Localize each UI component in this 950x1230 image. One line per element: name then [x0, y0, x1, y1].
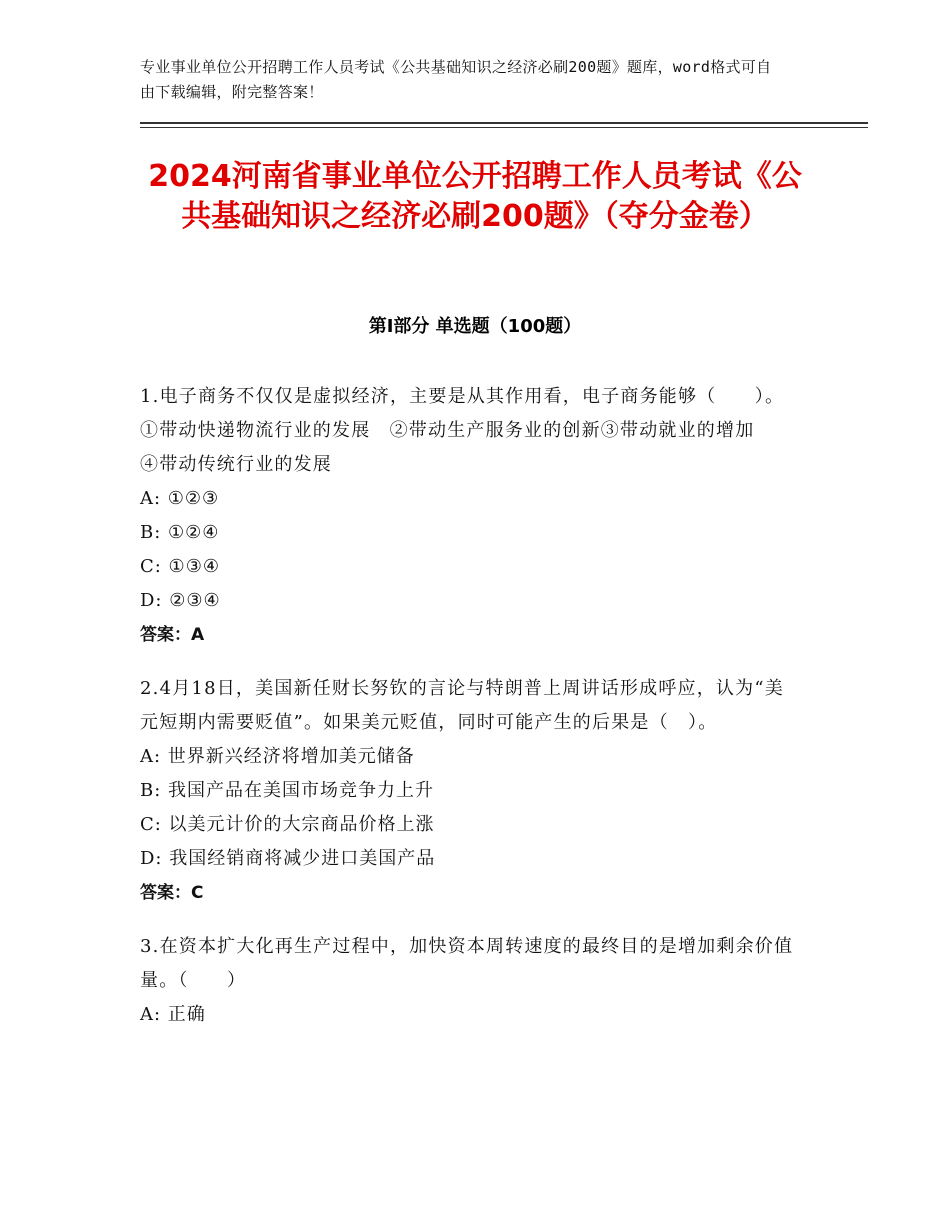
- option-a: A: ①②③: [140, 488, 220, 509]
- option-c: C: ①③④: [140, 556, 220, 577]
- option-b: B: ①②④: [140, 522, 220, 543]
- document-title: 2024河南省事业单位公开招聘工作人员考试《公共基础知识之经济必刷200题》（夺分金卷）: [148, 159, 802, 234]
- answer-line: 答案：C: [140, 883, 204, 903]
- header-note: 专业事业单位公开招聘工作人员考试《公共基础知识之经济必刷200题》题库，word格式可自由下载编辑，附完整答案！: [140, 58, 772, 101]
- question-list: [140, 380, 832, 1052]
- question-stem: 1.电子商务不仅仅是虚拟经济，主要是从其作用看，电子商务能够（ ）。①带动快递物流行业的发展 ②带动生产服务业的创新③带动就业的增加 ④带动传统行业的发展: [140, 386, 832, 475]
- header-divider-thick: [140, 122, 868, 124]
- question-1: [140, 380, 832, 652]
- question-2: [140, 672, 800, 910]
- option-d: D: ②③④: [140, 590, 221, 611]
- option-b: B: 我国产品在美国市场竞争力上升: [140, 780, 435, 801]
- question-stem: 2.4月18日，美国新任财长努钦的言论与特朗普上周讲话形成呼应，认为“美元短期内需要贬值”。如果美元贬值，同时可能产生的后果是（ ）。: [140, 678, 784, 733]
- header-divider-thin: [140, 127, 868, 128]
- option-d: D: 我国经销商将减少进口美国产品: [140, 848, 436, 869]
- question-3: [140, 930, 800, 1032]
- option-a: A: 正确: [140, 1004, 206, 1025]
- question-stem: 3.在资本扩大化再生产过程中，加快资本周转速度的最终目的是增加剩余价值量。（ ）: [140, 936, 794, 991]
- option-a: A: 世界新兴经济将增加美元储备: [140, 746, 415, 767]
- option-c: C: 以美元计价的大宗商品价格上涨: [140, 814, 435, 835]
- section-heading: 第Ⅰ部分 单选题（100题）: [368, 316, 582, 337]
- answer-line: 答案：A: [140, 625, 205, 645]
